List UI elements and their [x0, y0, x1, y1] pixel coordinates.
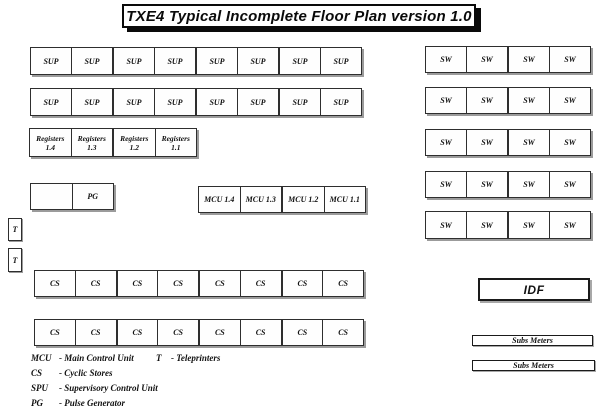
- legend-item: [31, 353, 158, 363]
- teleprinter-box: T: [8, 218, 22, 241]
- register-number: 1.2: [129, 142, 139, 152]
- sw-box: SW: [466, 172, 507, 197]
- sup-box: SUP: [43, 97, 59, 107]
- register-number: 1.3: [87, 142, 97, 152]
- sup-box: SUP: [195, 48, 237, 74]
- sw-box: SW: [440, 96, 452, 105]
- sup-box: SUP: [71, 89, 112, 115]
- mcu-row: [198, 186, 366, 213]
- subs-meters-box: Subs Meters: [472, 335, 593, 346]
- register-number: 1.4: [45, 142, 55, 152]
- legend-desc: - Supervisory Control Unit: [59, 383, 158, 393]
- sw-box: SW: [466, 47, 507, 72]
- sup-box: SUP: [154, 48, 195, 74]
- sup-box: SUP: [112, 48, 154, 74]
- cs-box: CS: [281, 320, 323, 345]
- sw-box: SW: [440, 138, 452, 147]
- register-label: Registers: [77, 133, 106, 143]
- mcu-box: MCU 1.4: [204, 195, 235, 204]
- cs-box: CS: [322, 320, 363, 345]
- sw-row-3: [425, 129, 591, 156]
- sw-box: SW: [507, 88, 549, 113]
- legend-desc: - Teleprinters: [171, 353, 221, 363]
- sup-box: SUP: [43, 56, 59, 66]
- sw-box: SW: [440, 55, 452, 64]
- cs-row-2: [34, 319, 364, 346]
- sw-box: SW: [507, 130, 549, 155]
- pg-box: PG: [72, 184, 114, 209]
- sup-box: SUP: [71, 48, 112, 74]
- legend-item: [31, 368, 158, 378]
- sw-row-5: [425, 211, 591, 239]
- sw-box: SW: [507, 47, 549, 72]
- subs-meters-box: Subs Meters: [472, 360, 595, 371]
- sup-box: SUP: [154, 89, 195, 115]
- cs-box: CS: [157, 271, 198, 296]
- cs-box: CS: [49, 279, 60, 288]
- cs-box: CS: [116, 320, 158, 345]
- legend-item: [31, 398, 158, 408]
- legend-item: [156, 353, 220, 363]
- register-number: 1.1: [171, 142, 181, 152]
- sw-box: SW: [549, 130, 590, 155]
- sup-box: SUP: [237, 48, 278, 74]
- mcu-box: MCU 1.1: [324, 187, 366, 212]
- teleprinter-box: T: [8, 248, 22, 272]
- cs-box: CS: [198, 320, 240, 345]
- idf-box: IDF: [478, 278, 590, 301]
- sw-box: SW: [466, 88, 507, 113]
- sw-box: SW: [549, 88, 590, 113]
- cs-box: CS: [281, 271, 323, 296]
- cs-box: CS: [240, 271, 281, 296]
- sup-box: SUP: [112, 89, 154, 115]
- sw-box: SW: [466, 212, 507, 238]
- legend-abbr: PG: [31, 398, 43, 408]
- sup-row-2: [30, 88, 362, 116]
- mcu-box: MCU 1.2: [281, 187, 324, 212]
- cs-row-1: [34, 270, 364, 297]
- mcu-box: MCU 1.3: [240, 187, 282, 212]
- registers-row: [29, 128, 197, 157]
- sup-box: SUP: [278, 89, 320, 115]
- legend-abbr: CS: [31, 368, 43, 378]
- sup-box: SUP: [320, 48, 361, 74]
- legend-item: [31, 383, 158, 393]
- register-box: [112, 129, 155, 156]
- cs-box: CS: [198, 271, 240, 296]
- register-label: Registers: [36, 133, 65, 143]
- sw-row-2: [425, 87, 591, 114]
- cs-box: CS: [49, 328, 60, 337]
- empty-box: [31, 184, 72, 209]
- legend-abbr: SPU: [31, 383, 49, 393]
- cs-box: CS: [157, 320, 198, 345]
- sup-box: SUP: [320, 89, 361, 115]
- sw-row-1: [425, 46, 591, 73]
- sw-box: SW: [549, 212, 590, 238]
- sw-box: SW: [440, 180, 452, 189]
- sup-box: SUP: [278, 48, 320, 74]
- sw-box: SW: [507, 212, 549, 238]
- sup-box: SUP: [237, 89, 278, 115]
- register-box: [71, 129, 113, 156]
- sw-box: SW: [440, 220, 452, 230]
- legend-desc: - Cyclic Stores: [59, 368, 113, 378]
- legend-abbr: MCU: [31, 353, 52, 363]
- sw-box: SW: [466, 130, 507, 155]
- cs-box: CS: [75, 320, 116, 345]
- cs-box: CS: [116, 271, 158, 296]
- register-box: [30, 129, 71, 156]
- sw-box: SW: [549, 172, 590, 197]
- sup-box: SUP: [195, 89, 237, 115]
- sw-box: SW: [507, 172, 549, 197]
- register-label: Registers: [161, 133, 190, 143]
- cs-box: CS: [322, 271, 363, 296]
- register-box: [155, 129, 197, 156]
- cs-box: CS: [240, 320, 281, 345]
- cs-box: CS: [75, 271, 116, 296]
- legend-desc: - Main Control Unit: [59, 353, 134, 363]
- legend-left: [31, 353, 158, 413]
- floor-plan-title: TXE4 Typical Incomplete Floor Plan version 1.0: [122, 4, 476, 28]
- sw-row-4: [425, 171, 591, 198]
- pg-row: [30, 183, 114, 210]
- legend-abbr: T: [156, 353, 162, 363]
- legend-right: [156, 353, 220, 368]
- sw-box: SW: [549, 47, 590, 72]
- sup-row-1: [30, 47, 362, 75]
- register-label: Registers: [120, 133, 149, 143]
- legend-desc: - Pulse Generator: [59, 398, 125, 408]
